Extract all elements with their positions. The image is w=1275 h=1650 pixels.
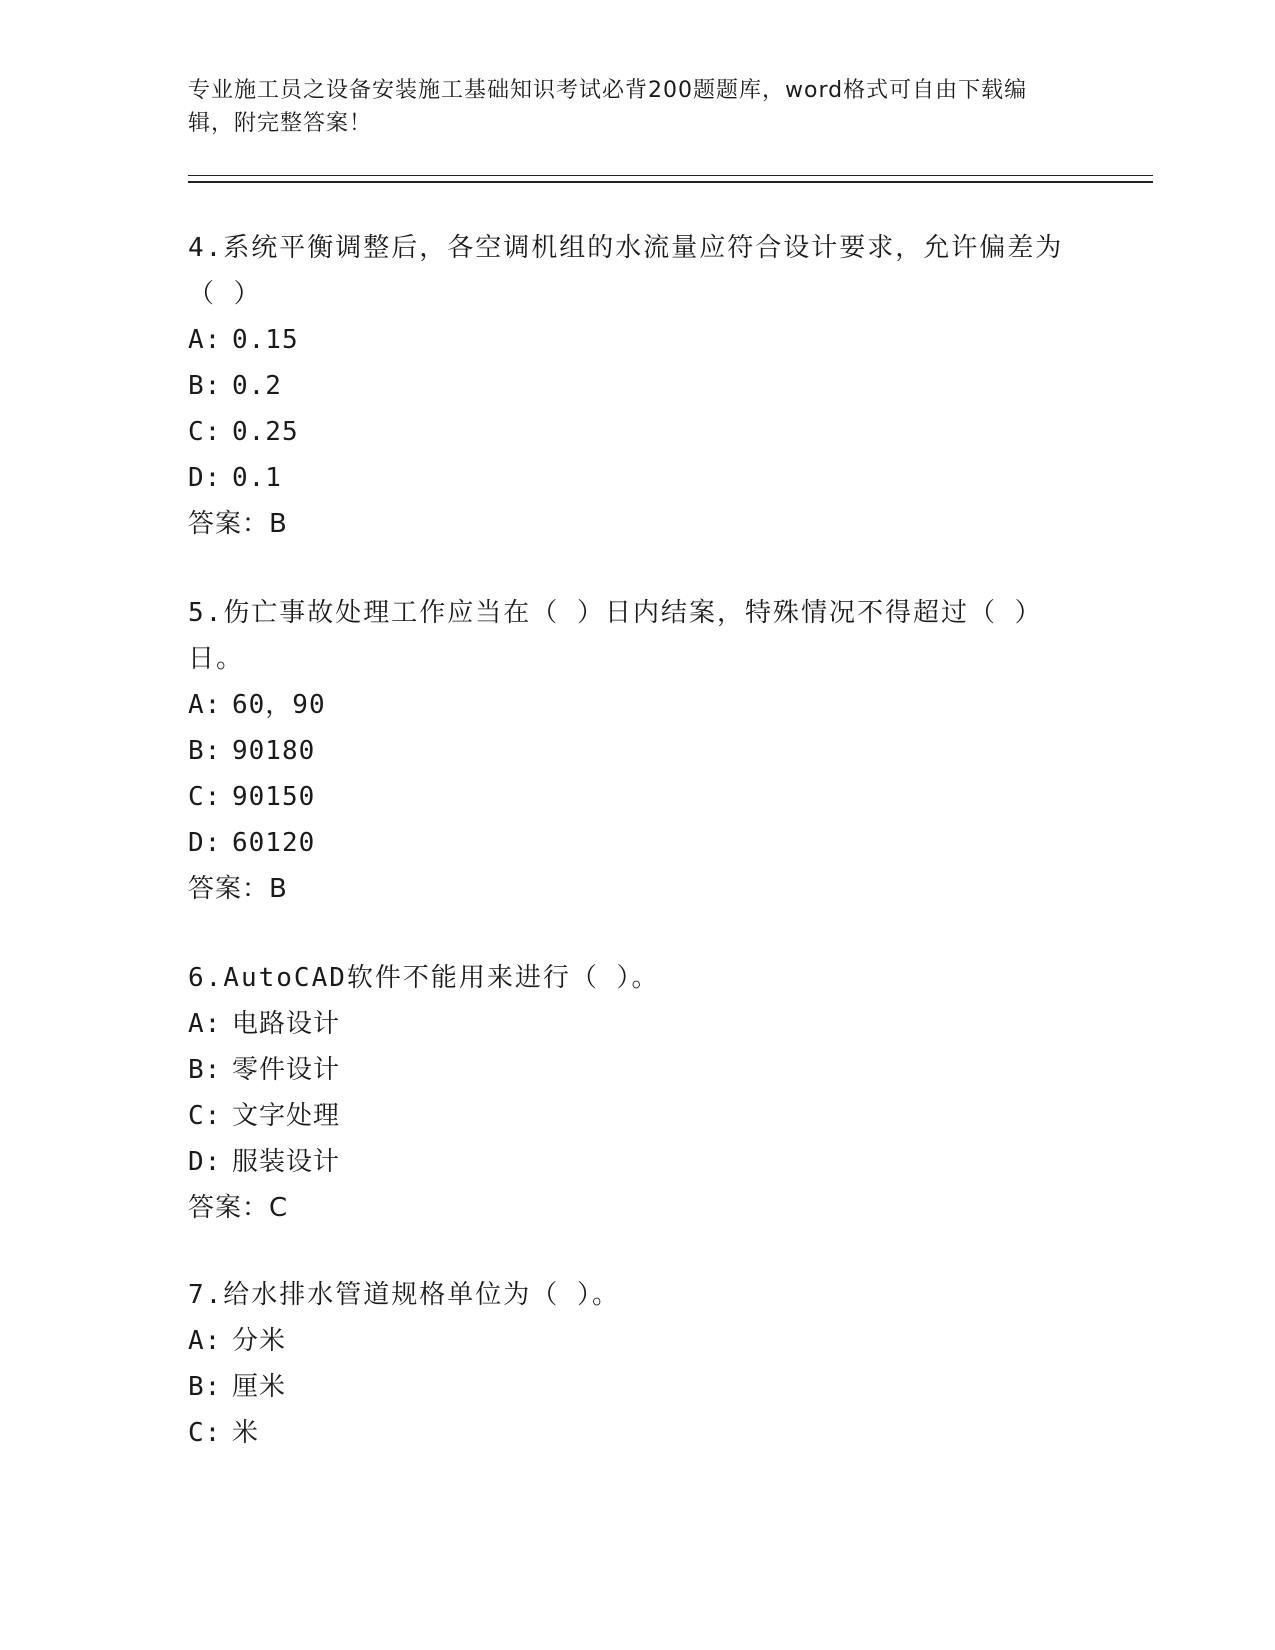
option-text: 文字处理 xyxy=(232,1101,341,1131)
option-b xyxy=(188,728,1068,774)
option-text: 0.1 xyxy=(232,463,282,493)
option-text: 0.2 xyxy=(232,371,282,401)
option-text: 90180 xyxy=(232,736,316,766)
option-letter: C: xyxy=(188,417,222,447)
option-letter: B: xyxy=(188,1055,222,1085)
option-letter: B: xyxy=(188,1372,222,1402)
question-text: 5.伤亡事故处理工作应当在（ ）日内结案，特殊情况不得超过（ ）日。 xyxy=(188,598,1043,674)
question-text: 4.系统平衡调整后，各空调机组的水流量应符合设计要求，允许偏差为（ ） xyxy=(188,233,1064,309)
question-text: 7.给水排水管道规格单位为（ ）。 xyxy=(188,1280,620,1310)
option-text: 60120 xyxy=(232,828,316,858)
option-letter: D: xyxy=(188,828,222,858)
option-letter: A: xyxy=(188,1326,222,1356)
option-d xyxy=(188,1139,1068,1185)
option-text: 0.15 xyxy=(232,325,299,355)
question-6 xyxy=(188,955,1068,1231)
document-header: 专业施工员之设备安装施工基础知识考试必背200题题库，word格式可自由下载编辑，附完整答案！ xyxy=(188,78,1028,136)
option-letter: D: xyxy=(188,1147,222,1177)
option-b xyxy=(188,1364,1068,1410)
option-c xyxy=(188,1410,1068,1456)
option-text: 60，90 xyxy=(232,690,326,720)
option-letter: C: xyxy=(188,1418,222,1448)
question-5 xyxy=(188,590,1068,912)
question-7 xyxy=(188,1272,1068,1456)
option-text: 服装设计 xyxy=(232,1147,341,1177)
option-b xyxy=(188,1047,1068,1093)
option-text: 0.25 xyxy=(232,417,299,447)
option-text: 米 xyxy=(232,1418,260,1448)
option-d xyxy=(188,455,1068,501)
option-a xyxy=(188,1001,1068,1047)
option-letter: B: xyxy=(188,736,222,766)
option-text: 分米 xyxy=(232,1326,287,1356)
header-divider-thin xyxy=(188,175,1153,176)
option-letter: D: xyxy=(188,463,222,493)
answer-label: 答案：C xyxy=(188,1193,289,1223)
option-letter: C: xyxy=(188,782,222,812)
option-a xyxy=(188,317,1068,363)
option-text: 90150 xyxy=(232,782,316,812)
option-b xyxy=(188,363,1068,409)
option-c xyxy=(188,774,1068,820)
answer-label: 答案：B xyxy=(188,509,288,539)
option-letter: A: xyxy=(188,690,222,720)
option-letter: C: xyxy=(188,1101,222,1131)
option-c xyxy=(188,1093,1068,1139)
header-divider-thick xyxy=(188,181,1153,183)
option-text: 零件设计 xyxy=(232,1055,341,1085)
option-a xyxy=(188,1318,1068,1364)
answer-label: 答案：B xyxy=(188,874,288,904)
option-text: 电路设计 xyxy=(232,1009,341,1039)
option-letter: B: xyxy=(188,371,222,401)
option-c xyxy=(188,409,1068,455)
option-letter: A: xyxy=(188,1009,222,1039)
option-text: 厘米 xyxy=(232,1372,287,1402)
question-4 xyxy=(188,225,1068,547)
option-letter: A: xyxy=(188,325,222,355)
option-a xyxy=(188,682,1068,728)
option-d xyxy=(188,820,1068,866)
question-text: 6.AutoCAD软件不能用来进行（ ）。 xyxy=(188,963,660,993)
